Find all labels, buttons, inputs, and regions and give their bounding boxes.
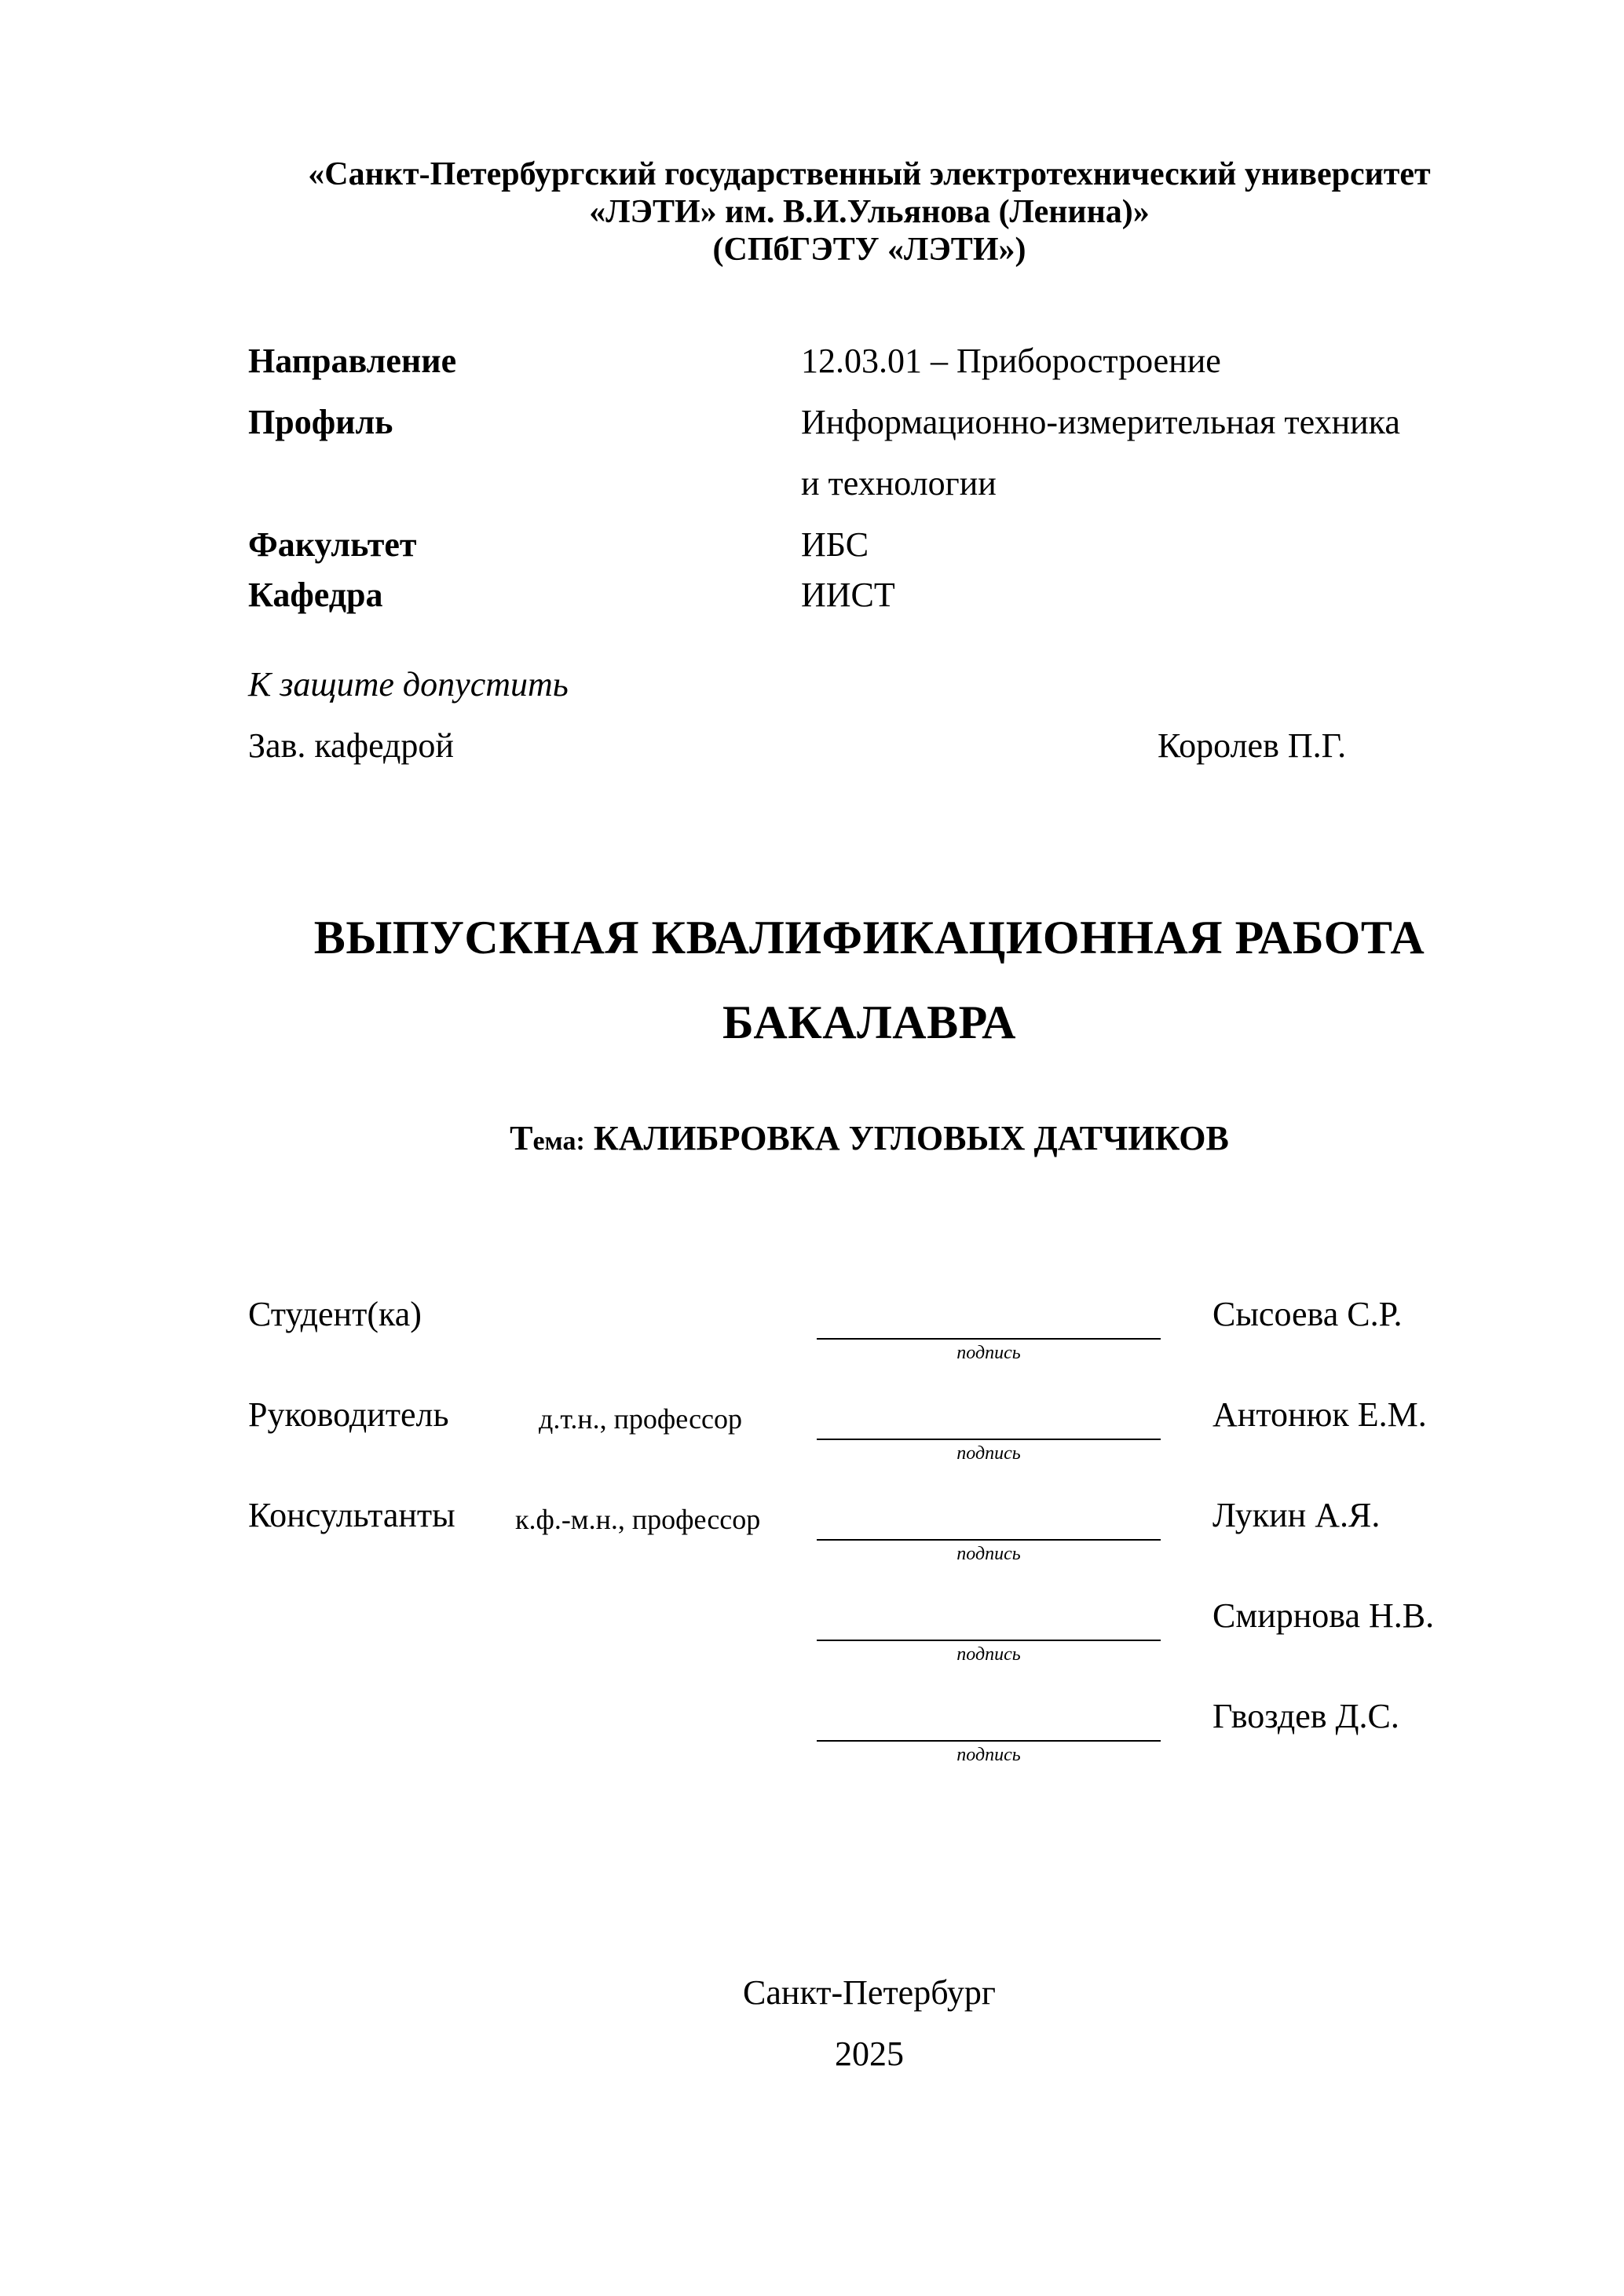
supervisor-role: Руководитель bbox=[248, 1395, 449, 1434]
footer-year: 2025 bbox=[835, 2035, 904, 2073]
admission-text: К защите допустить bbox=[248, 665, 569, 704]
faculty-value: ИБС bbox=[801, 525, 869, 564]
consultant1-signature-line bbox=[817, 1539, 1161, 1541]
document-title-line1: ВЫПУСКНАЯ КВАЛИФИКАЦИОННАЯ РАБОТА bbox=[313, 912, 1425, 963]
document-title-line2: БАКАЛАВРА bbox=[722, 996, 1016, 1048]
consultant3-name: Гвоздев Д.С. bbox=[1213, 1697, 1399, 1735]
consultant2-name: Смирнова Н.В. bbox=[1213, 1596, 1435, 1635]
topic-value: КАЛИБРОВКА УГЛОВЫХ ДАТЧИКОВ bbox=[593, 1119, 1229, 1157]
consultant1-name: Лукин А.Я. bbox=[1213, 1496, 1381, 1534]
head-of-department-name: Королев П.Г. bbox=[1158, 726, 1347, 765]
consultants-degree: к.ф.-м.н., профессор bbox=[515, 1504, 761, 1535]
direction-value: 12.03.01 – Приборостроение bbox=[801, 342, 1221, 380]
profile-label: Профиль bbox=[248, 403, 393, 441]
supervisor-name: Антонюк Е.М. bbox=[1213, 1395, 1427, 1434]
student-signature-line bbox=[817, 1338, 1161, 1340]
direction-label: Направление bbox=[248, 342, 457, 380]
student-name: Сысоева С.Р. bbox=[1213, 1295, 1403, 1333]
supervisor-signature-line bbox=[817, 1439, 1161, 1440]
consultants-role: Консультанты bbox=[248, 1496, 455, 1534]
faculty-label: Факультет bbox=[248, 525, 417, 564]
student-signature-caption: подпись bbox=[956, 1343, 1021, 1363]
supervisor-signature-caption: подпись bbox=[956, 1443, 1021, 1464]
department-value: ИИСТ bbox=[801, 576, 895, 614]
university-abbreviation: (СПбГЭТУ «ЛЭТИ») bbox=[712, 232, 1026, 268]
department-label: Кафедра bbox=[248, 576, 383, 614]
topic-line bbox=[0, 1118, 1624, 1158]
topic-label-initial: Т bbox=[510, 1119, 533, 1157]
profile-value-line2: и технологии bbox=[801, 464, 997, 503]
consultant2-signature-caption: подпись bbox=[956, 1644, 1021, 1665]
consultant3-signature-caption: подпись bbox=[956, 1745, 1021, 1765]
university-header bbox=[0, 155, 1624, 269]
head-of-department-label: Зав. кафедрой bbox=[248, 726, 454, 765]
profile-value-line1: Информационно-измерительная техника bbox=[801, 403, 1400, 441]
student-role: Студент(ка) bbox=[248, 1295, 422, 1333]
supervisor-degree: д.т.н., профессор bbox=[539, 1403, 743, 1435]
topic-label-rest: ема: bbox=[532, 1127, 585, 1156]
university-name-line1: «Санкт-Петербургский государственный электротехнический университет bbox=[308, 156, 1431, 192]
university-name-line2: «ЛЭТИ» им. В.И.Ульянова (Ленина)» bbox=[589, 194, 1150, 230]
footer-city: Санкт-Петербург bbox=[743, 1973, 996, 2012]
consultant1-signature-caption: подпись bbox=[956, 1544, 1021, 1564]
consultant2-signature-line bbox=[817, 1640, 1161, 1641]
consultant3-signature-line bbox=[817, 1740, 1161, 1742]
